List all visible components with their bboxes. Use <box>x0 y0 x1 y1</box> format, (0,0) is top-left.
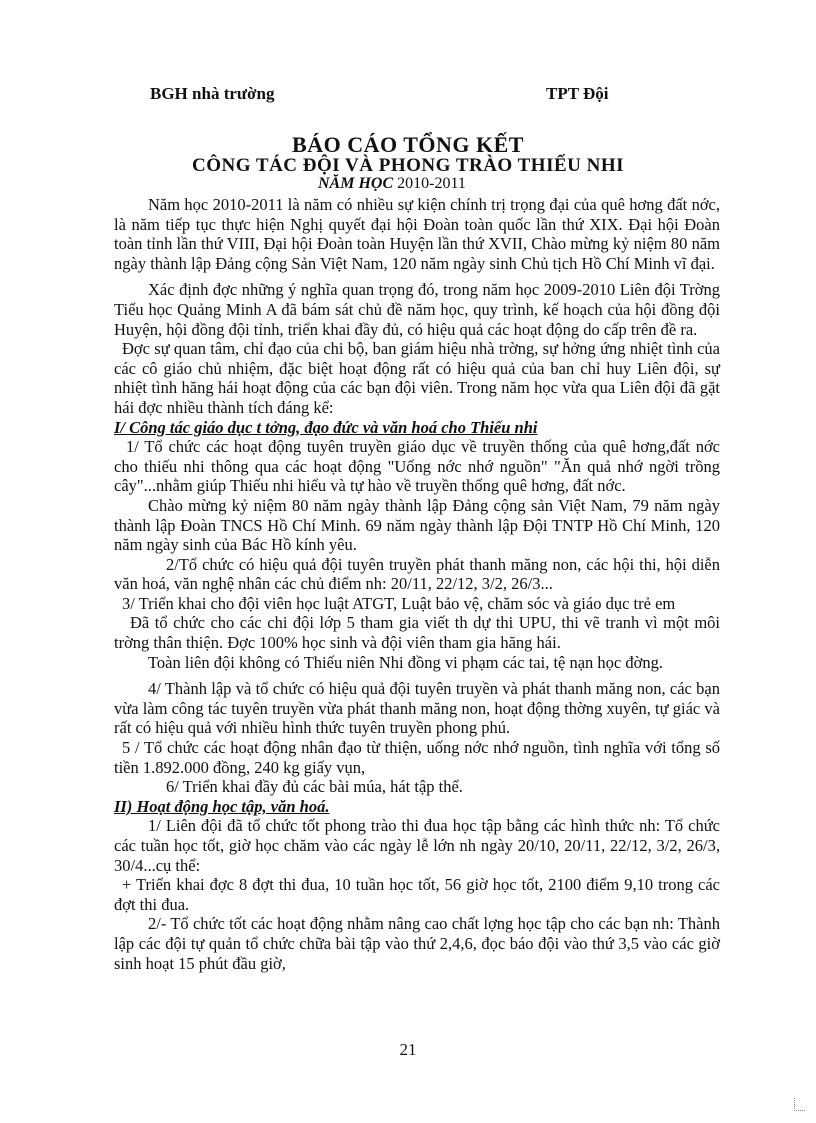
report-subtitle: CÔNG TÁC ĐỘI VÀ PHONG TRÀO THIẾU NHI <box>191 155 625 176</box>
header-left-signature: BGH nhà trường <box>150 84 275 103</box>
report-body <box>114 195 720 973</box>
paragraph-study-2: 2/- Tổ chức tốt các hoạt động nhằm nâng cao chất lợng học tập cho các bạn nh: Thành lập các đội tự quản tổ chức chữa bài tập vào thứ 2,4,6, đọc báo đội vào thứ 3,5 vào các giờ sinh hoạt 15 phút đầu giờ, <box>114 914 720 973</box>
page-corner-mark <box>794 1098 805 1111</box>
section-heading-1: I/ Công tác giáo dục t tởng, đạo đức và văn hoá cho Thiếu nhi <box>114 417 538 437</box>
year-label: NĂM HỌC <box>318 175 394 192</box>
paragraph-context: Xác định đợc những ý nghĩa quan trọng đó, trong năm học 2009-2010 Liên đội Trờng Tiểu học Quảng Minh A đã bám sát chủ đề năm học, quy trình, kế hoạch của hội đồng đội Huyện, hội đồng đội tỉnh, triển khai đầy đủ, có hiệu quả các hoạt động do cấp trên đề ra. <box>114 280 720 339</box>
paragraph-no-violation: Toàn liên đội không có Thiếu niên Nhi đồng vi phạm các tai, tệ nạn học đờng. <box>148 652 663 672</box>
paragraph-anniversary: Chào mừng kỷ niệm 80 năm ngày thành lập Đảng cộng sản Việt Nam, 79 năm ngày thành lập Đoàn TNCS Hồ Chí Minh. 69 năm ngày thành lập Đội TNTP Hồ Chí Minh, 120 năm ngày sinh của Bác Hồ kính yêu. <box>114 495 720 555</box>
report-title: BÁO CÁO TỔNG KẾT <box>292 132 524 157</box>
paragraph-intro: Năm học 2010-2011 là năm có nhiều sự kiện chính trị trọng đại của quê hơng đất nớc, là năm tiếp tục thực hiện Nghị quyết đại hội Đoàn toàn quốc lần thứ XIX. Đại hội Đoàn toàn tỉnh lần thứ VIII, Đại hội Đoàn toàn Huyện lần thứ XVII, Chào mừng kỷ niệm 80 năm ngày thành lập Đảng cộng Sản Việt Nam, 120 năm ngày sinh Chủ tịch Hồ Chí Minh vĩ đại. <box>114 195 720 273</box>
paragraph-study-result: + Triển khai đợc 8 đợt thi đua, 10 tuần học tốt, 56 giờ học tốt, 2100 điểm 9,10 trong các đợt thi đua. <box>114 875 720 914</box>
paragraph-item-1: 1/ Tổ chức các hoạt động tuyên truyền giáo dục về truyền thống của quê hơng,đất nớc cho thiếu nhi thông qua các hoạt động "Uống nớc nhớ nguồn" "Ăn quả nhớ ngời trồng cây"...nhằm giúp Thiếu nhi hiểu và tự hào về truyền thống quê hơng, đất nớc. <box>114 437 720 496</box>
paragraph-item-4: 4/ Thành lập và tổ chức có hiệu quả đội tuyên truyền và phát thanh măng non, các bạn vừa làm công tác tuyên truyền vừa phát thanh măng non, hoạt động thờng xuyên, tự giác và rất có hiệu quả với nhiều hình thức tuyên truyền phong phú. <box>114 679 720 738</box>
paragraph-item-2: 2/Tổ chức có hiệu quả đội tuyên truyền phát thanh măng non, các hội thi, hội diễn văn hoá, văn nghệ nhân các chủ điểm nh: 20/11, 22/12, 3/2, 26/3... <box>114 554 720 594</box>
page-number: 21 <box>399 1040 417 1059</box>
year-value: 2010-2011 <box>397 175 466 192</box>
report-year <box>318 175 466 193</box>
header-right-signature: TPT Đội <box>546 84 609 103</box>
paragraph-support: Đợc sự quan tâm, chỉ đạo của chi bộ, ban giám hiệu nhà trờng, sự hởng ứng nhiệt tình của các cô giáo chủ nhiệm, đặc biệt hoạt động rất có hiệu quả của ban chỉ huy Liên đội, sự nhiệt tình hăng hái hoạt động của các bạn đội viên. Trong năm học vừa qua Liên đội đã gặt hái đợc nhiều thành tích đáng kể: <box>114 339 720 417</box>
section-heading-2: II) Hoạt động học tập, văn hoá. <box>114 796 330 816</box>
paragraph-upu: Đã tổ chức cho các chi đội lớp 5 tham gia viết th dự thi UPU, thi vẽ tranh vì một môi trờng thân thiện. Đợc 100% học sinh và đội viên tham gia hăng hái. <box>114 613 720 653</box>
paragraph-item-6: 6/ Triển khai đầy đủ các bài múa, hát tập thể. <box>166 777 463 797</box>
paragraph-study-1: 1/ Liên đội đã tổ chức tốt phong trào thi đua học tập bằng các hình thức nh: Tổ chức các tuần học tốt, giờ học chăm vào các ngày lễ lớn nh ngày 20/10, 20/11, 22/12, 3/2, 26/3, 30/4...cụ thể: <box>114 816 720 875</box>
paragraph-item-3: 3/ Triển khai cho đội viên học luật ATGT, Luật bảo vệ, chăm sóc và giáo dục trẻ em <box>122 593 676 613</box>
paragraph-item-5: 5 / Tổ chức các hoạt động nhân đạo từ thiện, uống nớc nhớ nguồn, tình nghĩa với tổng số tiền 1.892.000 đồng, 240 kg giấy vụn, <box>114 738 720 777</box>
